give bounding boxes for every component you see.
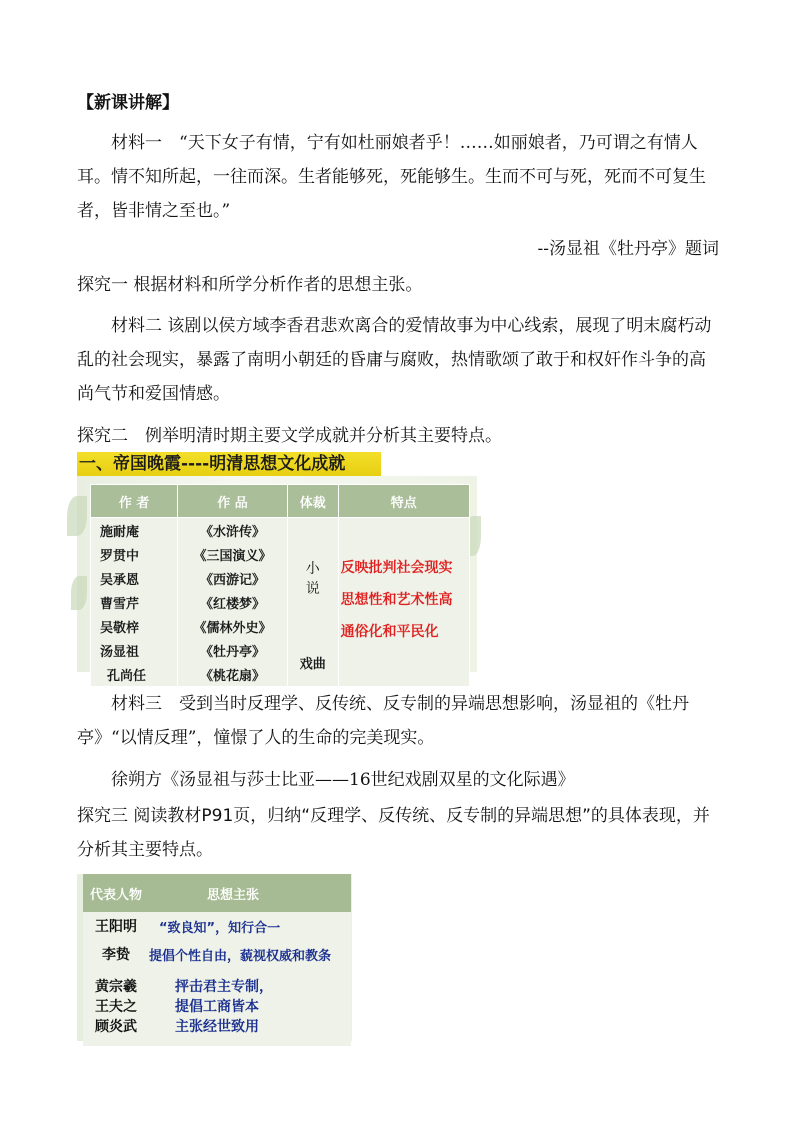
work-cell: 《三国演义》: [178, 542, 288, 566]
author-cell: 曹雪芹: [91, 590, 178, 614]
representative-cell: [83, 968, 149, 1046]
author-cell: 施耐庵: [91, 518, 178, 543]
genre-novel-char1: 小: [305, 561, 320, 577]
idea-line: 主张经世致用: [175, 1019, 259, 1035]
work-cell: 《桃花扇》: [178, 662, 288, 686]
header-representative: 代表人物: [83, 874, 149, 912]
explore-three: 探究三 阅读教材P91页，归纳“反理学、反传统、反专制的异端思想”的具体表现，并分析其主要特点。: [77, 806, 710, 860]
literature-table-panel: [77, 476, 477, 684]
leaf-decoration: [71, 576, 87, 610]
genre-novel-char2: 说: [305, 581, 320, 597]
header-idea: 思想主张: [149, 874, 351, 912]
representative-name: 黄宗羲: [95, 979, 137, 995]
feature-item: 通俗化和平民化: [340, 624, 439, 640]
thought-table: [83, 874, 351, 1046]
author-cell: 吴敬梓: [91, 614, 178, 638]
feature-item: 反映批判社会现实: [340, 560, 453, 576]
thought-table-panel: [77, 874, 352, 1041]
header-genre: 体裁: [287, 485, 338, 518]
genre-novel-cell: [287, 518, 338, 639]
section-banner: 一、帝国晚霞----明清思想文化成就: [77, 452, 381, 476]
author-cell: 吴承恩: [91, 566, 178, 590]
feature-item: 思想性和艺术性高: [340, 592, 453, 608]
material-two-text: 材料二 该剧以侯方域李香君悲欢离合的爱情故事为中心线索，展现了明末腐朽动乱的社会现实，暴露了南明小朝廷的昏庸与腐败，热情歌颂了敢于和权奸作斗争的高尚气节和爱国情感。: [77, 316, 712, 404]
representative-name: 王夫之: [95, 999, 137, 1015]
material-one-text: 材料一 “天下女子有情，宁有如杜丽娘者乎！……如丽娘者，乃可谓之有情人耳。情不知所起，一往而深。生者能够死，死能够生。生而不可与死，死而不可复生者，皆非情之至也。”: [77, 133, 706, 221]
idea-cell: [149, 968, 351, 1046]
material-three-source: 徐朔方《汤显祖与莎士比亚——16世纪戏剧双星的文化际遇》: [111, 770, 575, 790]
idea-line: 抨击君主专制，: [175, 979, 273, 995]
table-row: [91, 518, 470, 543]
leaf-decoration: [67, 496, 87, 536]
features-cell: [338, 518, 469, 687]
representative-cell: 王阳明: [83, 912, 149, 940]
table-row: [83, 968, 351, 1046]
representative-name: 顾炎武: [95, 1019, 137, 1035]
explore-two: 探究二 例举明清时期主要文学成就并分析其主要特点。: [77, 426, 502, 446]
explore-one: 探究一 根据材料和所学分析作者的思想主张。: [77, 275, 423, 295]
table-row: [83, 940, 351, 968]
idea-cell: 提倡个性自由，藐视权威和教条: [149, 940, 351, 968]
representative-cell: 李贽: [83, 940, 149, 968]
author-cell: 汤显祖: [91, 638, 178, 662]
header-features: 特点: [338, 485, 469, 518]
header-author: 作 者: [91, 485, 178, 518]
section-heading: 【新课讲解】: [77, 93, 179, 113]
work-cell: 《水浒传》: [178, 518, 288, 543]
work-cell: 《西游记》: [178, 566, 288, 590]
idea-cell: “致良知”，知行合一: [149, 912, 351, 940]
work-cell: 《红楼梦》: [178, 590, 288, 614]
header-work: 作 品: [178, 485, 288, 518]
author-cell: 孔尚任: [91, 662, 178, 686]
table-row: [83, 912, 351, 940]
work-cell: 《牡丹亭》: [178, 638, 288, 662]
literature-table: [90, 484, 470, 686]
material-one-source: --汤显祖《牡丹亭》题词: [537, 239, 719, 259]
material-three-text: 材料三 受到当时反理学、反传统、反专制的异端思想影响，汤显祖的《牡丹亭》“以情反理”，憧憬了人的生命的完美现实。: [77, 694, 689, 748]
author-cell: 罗贯中: [91, 542, 178, 566]
idea-line: 提倡工商皆本: [175, 999, 259, 1015]
genre-drama-cell: 戏曲: [287, 638, 338, 686]
work-cell: 《儒林外史》: [178, 614, 288, 638]
